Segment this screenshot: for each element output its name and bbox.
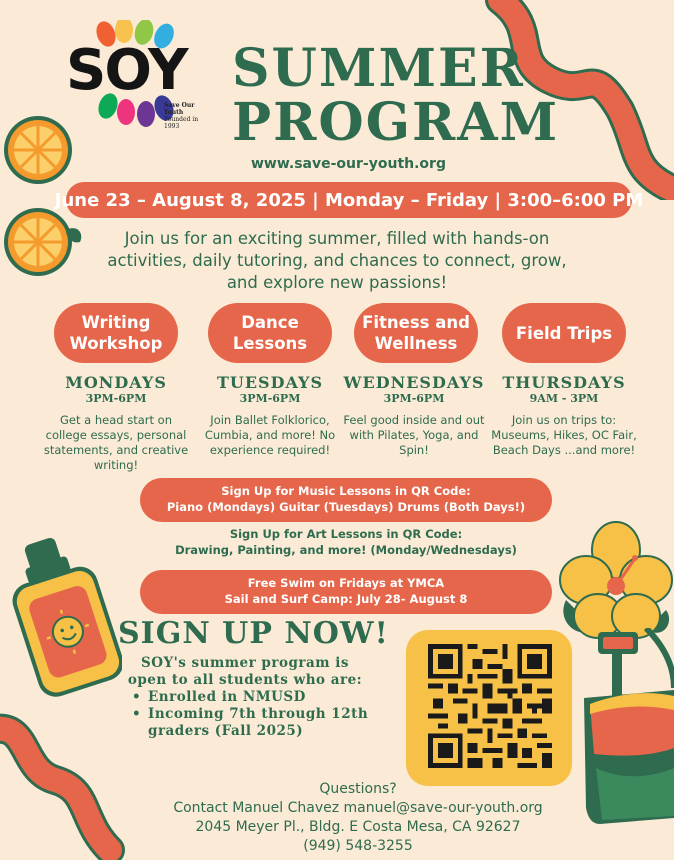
program-time: 3PM-6PM [85, 392, 147, 405]
contact-info [160, 780, 556, 856]
website-link[interactable]: www.save-our-youth.org [251, 156, 446, 172]
program-day: WEDNESDAYS [343, 373, 485, 392]
intro-text: Join us for an exciting summer, filled with hands-on activities, daily tutoring, and chances to connect, grow, and explore new passions! [107, 229, 567, 292]
signup-intro: SOY's summer program is open to all students who are: [127, 655, 363, 688]
title-summer: SUMMER [232, 38, 525, 99]
date-banner: June 23 – August 8, 2025 | Monday – Friday | 3:00–6:00 PM [66, 182, 632, 218]
program-description: Feel good inside and out with Pilates, Yoga, and Spin! [343, 413, 485, 457]
program-time: 9AM - 3PM [529, 392, 599, 405]
program-day: TUESDAYS [216, 373, 324, 392]
qr-code-card[interactable] [406, 630, 572, 786]
signup-bullet: • Incoming 7th through 12th graders (Fall 2025) [132, 706, 370, 740]
soy-logo [66, 20, 216, 130]
art-lessons-text: Sign Up for Art Lessons in QR Code: Drawing, Painting, and more! (Monday/Wednesdays) [175, 527, 517, 557]
program-day: MONDAYS [65, 373, 167, 392]
logo-tagline: Save Our Youth Founded in 1993 [164, 102, 199, 130]
program-day: THURSDAYS [502, 373, 626, 392]
sand-bucket-icon [576, 628, 674, 828]
program-pill-dance: Dance Lessons [208, 303, 332, 363]
signup-bullet: • Enrolled in NMUSD [132, 689, 370, 706]
logo-text: SOY [66, 38, 187, 103]
contact-address: 2045 Meyer Pl., Bldg. E Costa Mesa, CA 92627 [195, 819, 521, 835]
program-pill-writing: Writing Workshop [54, 303, 178, 363]
title-program: PROGRAM [232, 92, 560, 153]
questions-label: Questions? [319, 781, 397, 797]
program-description: Join us on trips to: Museums, Hikes, OC Fair, Beach Days ...and more! [491, 413, 637, 457]
program-time: 3PM-6PM [383, 392, 445, 405]
program-description: Get a head start on college essays, personal statements, and creative writing! [43, 413, 189, 472]
signup-title: SIGN UP NOW! [118, 616, 389, 651]
qr-code-icon[interactable] [428, 644, 552, 768]
program-time: 3PM-6PM [239, 392, 301, 405]
sunscreen-bottle-icon [2, 530, 122, 700]
program-pill-fitness: Fitness and Wellness [354, 303, 478, 363]
program-pill-field-trips: Field Trips [502, 303, 626, 363]
swim-surf-banner: Free Swim on Fridays at YMCA Sail and Surf Camp: July 28- August 8 [140, 570, 552, 614]
signup-body [120, 655, 370, 740]
program-description: Join Ballet Folklorico, Cumbia, and more! No experience required! [204, 413, 336, 457]
bottom-left-squiggle [0, 700, 140, 860]
contact-name-email: Contact Manuel Chavez manuel@save-our-youth.org [173, 800, 543, 816]
music-lessons-banner: Sign Up for Music Lessons in QR Code: Piano (Mondays) Guitar (Tuesdays) Drums (Both Days!) [140, 478, 552, 522]
contact-phone: (949) 548-3255 [303, 838, 413, 854]
